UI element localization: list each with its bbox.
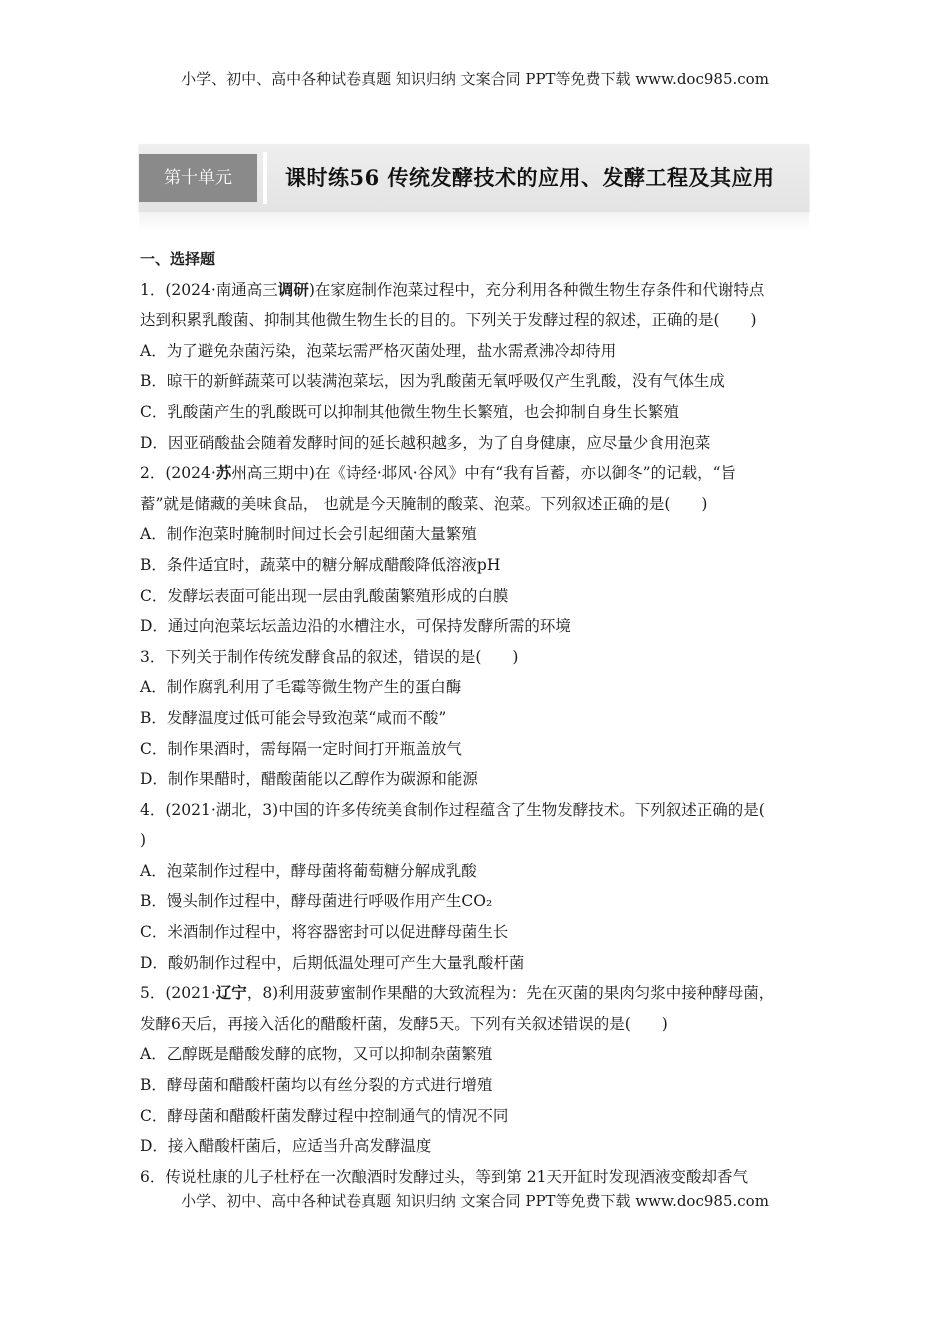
option: B．酵母菌和醋酸杆菌均以有丝分裂的方式进行增殖 (140, 1076, 493, 1095)
question-3-stem (140, 642, 812, 673)
option: C．制作果酒时，需每隔一定时间打开瓶盖放气 (140, 739, 462, 758)
question-number: 2． (140, 464, 166, 483)
option: A．制作腐乳利用了毛霉等微生物产生的蛋白酶 (140, 678, 462, 697)
question-text: 下列关于制作传统发酵食品的叙述，错误的是( ) (165, 647, 519, 666)
question-2-stem (140, 458, 812, 489)
question-5-stem (140, 978, 812, 1009)
option: A．为了避免杂菌污染，泡菜坛需严格灭菌处理，盐水需煮沸冷却待用 (140, 341, 617, 360)
question-text: (2021·湖北，3)中国的许多传统美食制作过程蕴含了生物发酵技术。下列叙述正确的是( (165, 800, 765, 819)
question-source: (2024·南通高三 (165, 280, 278, 299)
question-1-stem (140, 275, 812, 306)
question-source-bold: 辽宁 (215, 983, 247, 1003)
option: D．接入醋酸杆菌后，应适当升高发酵温度 (140, 1137, 432, 1156)
question-2-stem-cont: 蓄”就是储藏的美味食品， 也就是今天腌制的酸菜、泡菜。下列叙述正确的是( ) (140, 494, 708, 513)
question-4-stem (140, 795, 812, 826)
question-source-bold: 苏 (215, 463, 232, 483)
option: D．因亚硝酸盐会随着发酵时间的延长越积越多，为了自身健康，应尽量少食用泡菜 (140, 433, 711, 452)
option: A．乙醇既是醋酸发酵的底物，又可以抑制杂菌繁殖 (140, 1045, 493, 1064)
option: B．馒头制作过程中，酵母菌进行呼吸作用产生CO₂ (140, 892, 493, 911)
lesson-title: 课时练56 传统发酵技术的应用、发酵工程及其应用 (285, 165, 775, 190)
banner-divider (263, 152, 267, 204)
question-1-stem-cont: 达到积累乳酸菌、抑制其他微生物生长的目的。下列关于发酵过程的叙述，正确的是( ) (140, 311, 757, 330)
question-text: 利用菠萝蜜制作果醋的大致流程为：先在灭菌的果肉匀浆中接种酵母菌， (278, 984, 775, 1003)
option: D．制作果醋时，醋酸菌能以乙醇作为碳源和能源 (140, 770, 478, 789)
option: A．泡菜制作过程中，酵母菌将葡萄糖分解成乳酸 (140, 861, 477, 880)
option: B．晾干的新鲜蔬菜可以装满泡菜坛，因为乳酸菌无氧呼吸仅产生乳酸，没有气体生成 (140, 372, 725, 391)
title-banner (139, 144, 809, 212)
unit-label: 第十单元 (139, 154, 257, 202)
option: C．酵母菌和醋酸杆菌发酵过程中控制通气的情况不同 (140, 1106, 509, 1125)
question-text: 传说杜康的儿子杜杼在一次酿酒时发酵过头，等到第 21天开缸时发现酒液变酸却香气 (165, 1167, 749, 1186)
option: B．条件适宜时，蔬菜中的糖分解成醋酸降低溶液pH (140, 555, 501, 574)
option: A．制作泡菜时腌制时间过长会引起细菌大量繁殖 (140, 525, 477, 544)
question-source: (2024· (165, 464, 216, 483)
question-number: 6． (140, 1167, 166, 1186)
option: B．发酵温度过低可能会导致泡菜“咸而不酸” (140, 708, 447, 727)
option: C．发酵坛表面可能出现一层由乳酸菌繁殖形成的白膜 (140, 586, 509, 605)
section-title: 一、选择题 (140, 250, 216, 268)
question-text: 在家庭制作泡菜过程中，充分利用各种微生物生存条件和代谢特点 (314, 280, 765, 299)
question-number: 5． (140, 984, 166, 1003)
option: D．酸奶制作过程中，后期低温处理可产生大量乳酸杆菌 (140, 953, 525, 972)
question-source: ，8) (246, 984, 279, 1003)
question-number: 4． (140, 800, 166, 819)
question-number: 1． (140, 280, 166, 299)
option: C．米酒制作过程中，将容器密封可以促进酵母菌生长 (140, 923, 509, 942)
question-source: 州高三期中) (231, 464, 315, 483)
option: D．通过向泡菜坛坛盖边沿的水槽注水，可保持发酵所需的环境 (140, 617, 571, 636)
question-5-stem-cont: 发酵6天后，再接入活化的醋酸杆菌，发酵5天。下列有关叙述错误的是( ) (140, 1014, 668, 1033)
question-4-stem-cont: ) (140, 831, 147, 850)
question-list (140, 244, 812, 1192)
question-6-stem (140, 1162, 812, 1193)
page-header: 小学、初中、高中各种试卷真题 知识归纳 文案合同 PPT等免费下载 www.doc985.com (181, 70, 769, 88)
page-footer: 小学、初中、高中各种试卷真题 知识归纳 文案合同 PPT等免费下载 www.doc985.com (181, 1192, 769, 1210)
question-number: 3． (140, 647, 166, 666)
banner-shadow (139, 212, 809, 230)
option: C．乳酸菌产生的乳酸既可以抑制其他微生物生长繁殖，也会抑制自身生长繁殖 (140, 402, 679, 421)
question-source-bold: 调研 (277, 279, 309, 299)
question-text: 在《诗经·邶风·谷风》中有“我有旨蓄，亦以御冬”的记载，“旨 (314, 464, 737, 483)
question-source: (2021· (165, 984, 216, 1003)
question-source: ) (308, 280, 315, 299)
